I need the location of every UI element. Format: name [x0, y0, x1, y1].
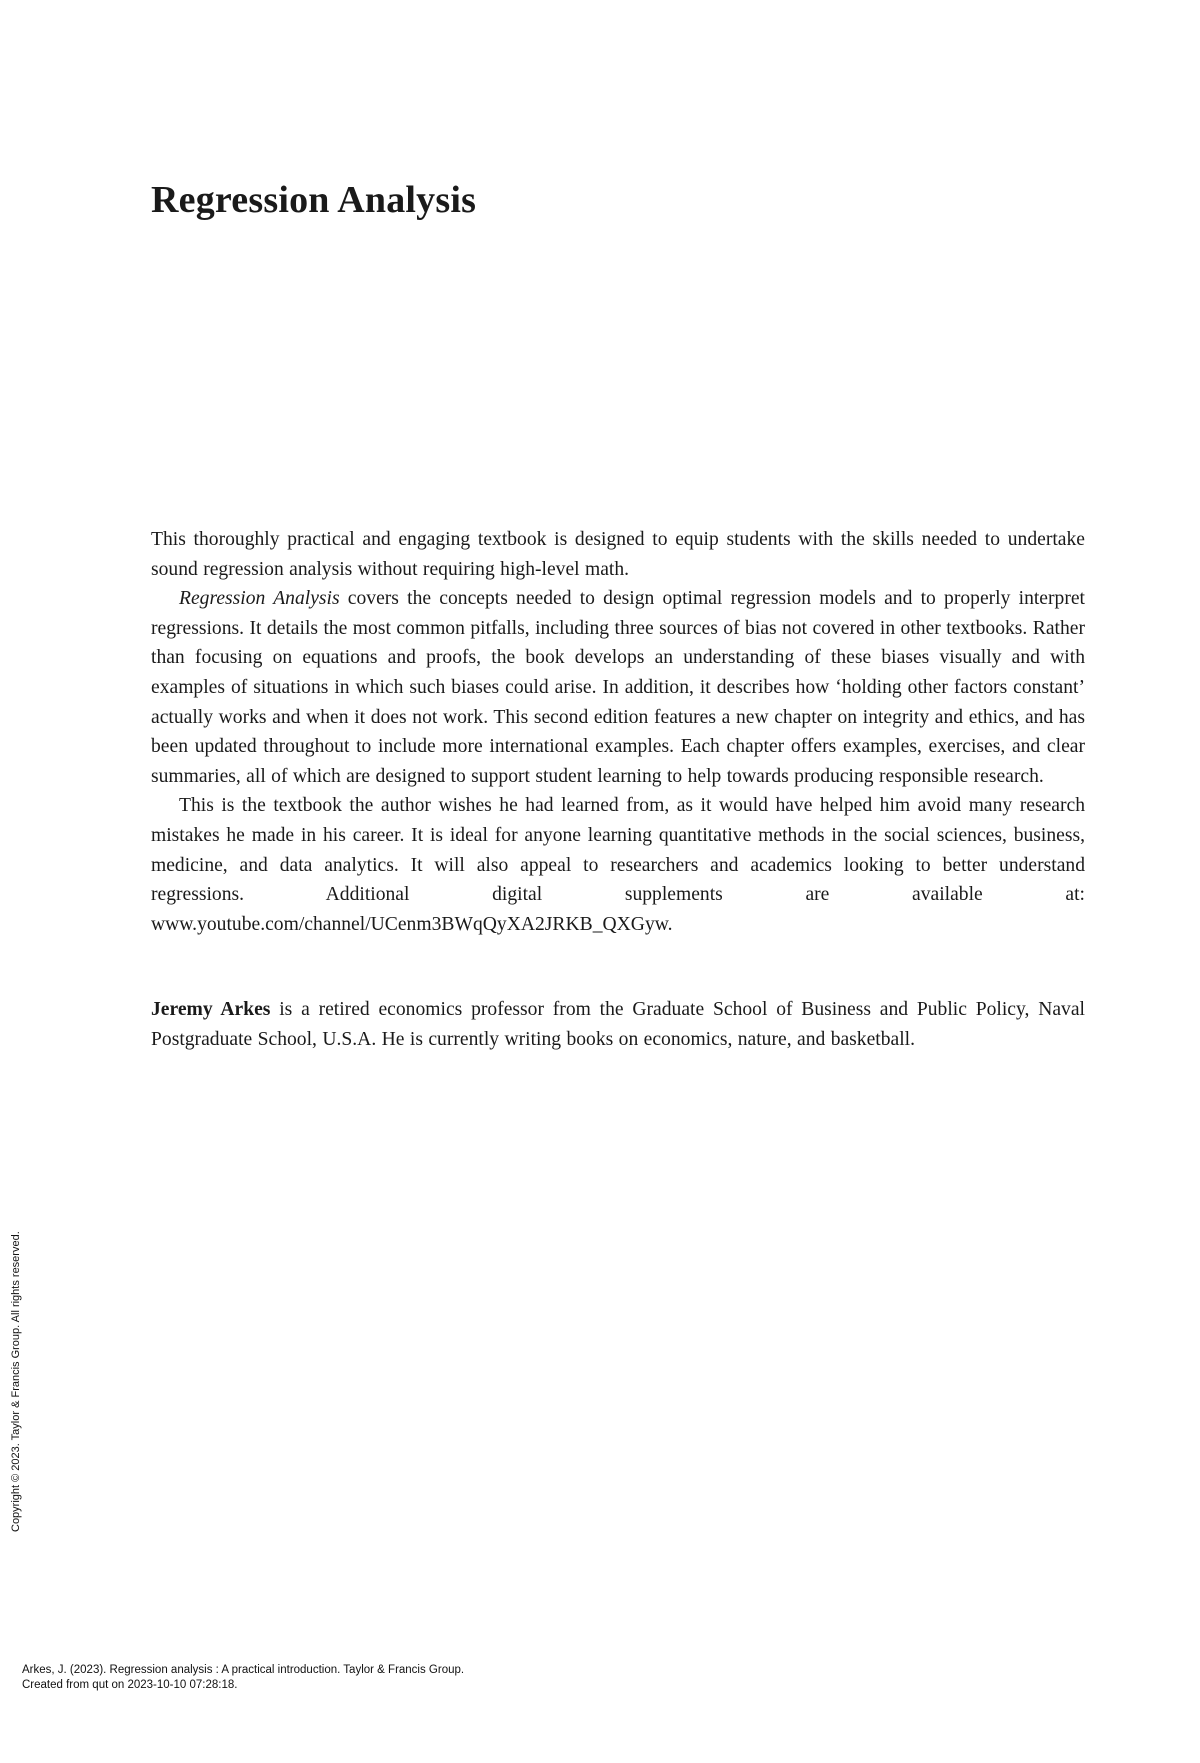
- citation-line: Arkes, J. (2023). Regression analysis : A practical introduction. Taylor & Francis Group.: [22, 1664, 465, 1676]
- book-description: [151, 525, 1085, 939]
- copyright-notice: Copyright © 2023. Taylor & Francis Group. All rights reserved.: [10, 1231, 22, 1532]
- description-paragraph-1: This thoroughly practical and engaging textbook is designed to equip students with the skills needed to undertake sound regression analysis without requiring high-level math.: [151, 529, 1085, 580]
- citation-footer: [22, 1663, 464, 1693]
- description-paragraph-2-text: covers the concepts needed to design optimal regression models and to properly interpret regressions. It details the most common pitfalls, including three sources of bias not covered in other textbooks. Rather than focusing on equations and proofs, the book develops an understanding of these biases visually and with examples of situations in which such biases could arise. In addition, it describes how ‘holding other factors constant’ actually works and when it does not work. This second edition features a new chapter on integrity and ethics, and has been updated throughout to include more international examples. Each chapter offers examples, exercises, and clear summaries, all of which are designed to support student learning to help towards producing responsible research.: [151, 588, 1085, 787]
- description-paragraph-3: This is the textbook the author wishes he had learned from, as it would have helped him avoid many research mistakes he made in his career. It is ideal for anyone learning quantitative methods in the social sciences, business, medicine, and data analytics. It will also appeal to researchers and academics looking to better understand regressions. Additional digital supplements are available at: www.youtube.com/channel/UCenm3BWqQyXA2JRKB_QXGyw.: [151, 795, 1085, 935]
- created-line: Created from qut on 2023-10-10 07:28:18.: [22, 1679, 238, 1691]
- page-title: Regression Analysis: [151, 179, 477, 221]
- description-paragraph-2: [151, 584, 1085, 791]
- book-title-italic: Regression Analysis: [179, 588, 340, 610]
- author-name: Jeremy Arkes: [151, 999, 271, 1020]
- author-bio: [151, 995, 1085, 1054]
- author-bio-text: is a retired economics professor from the Graduate School of Business and Public Policy, Naval Postgraduate School, U.S.A. He is currently writing books on economics, nature, and basketball.: [151, 999, 1085, 1050]
